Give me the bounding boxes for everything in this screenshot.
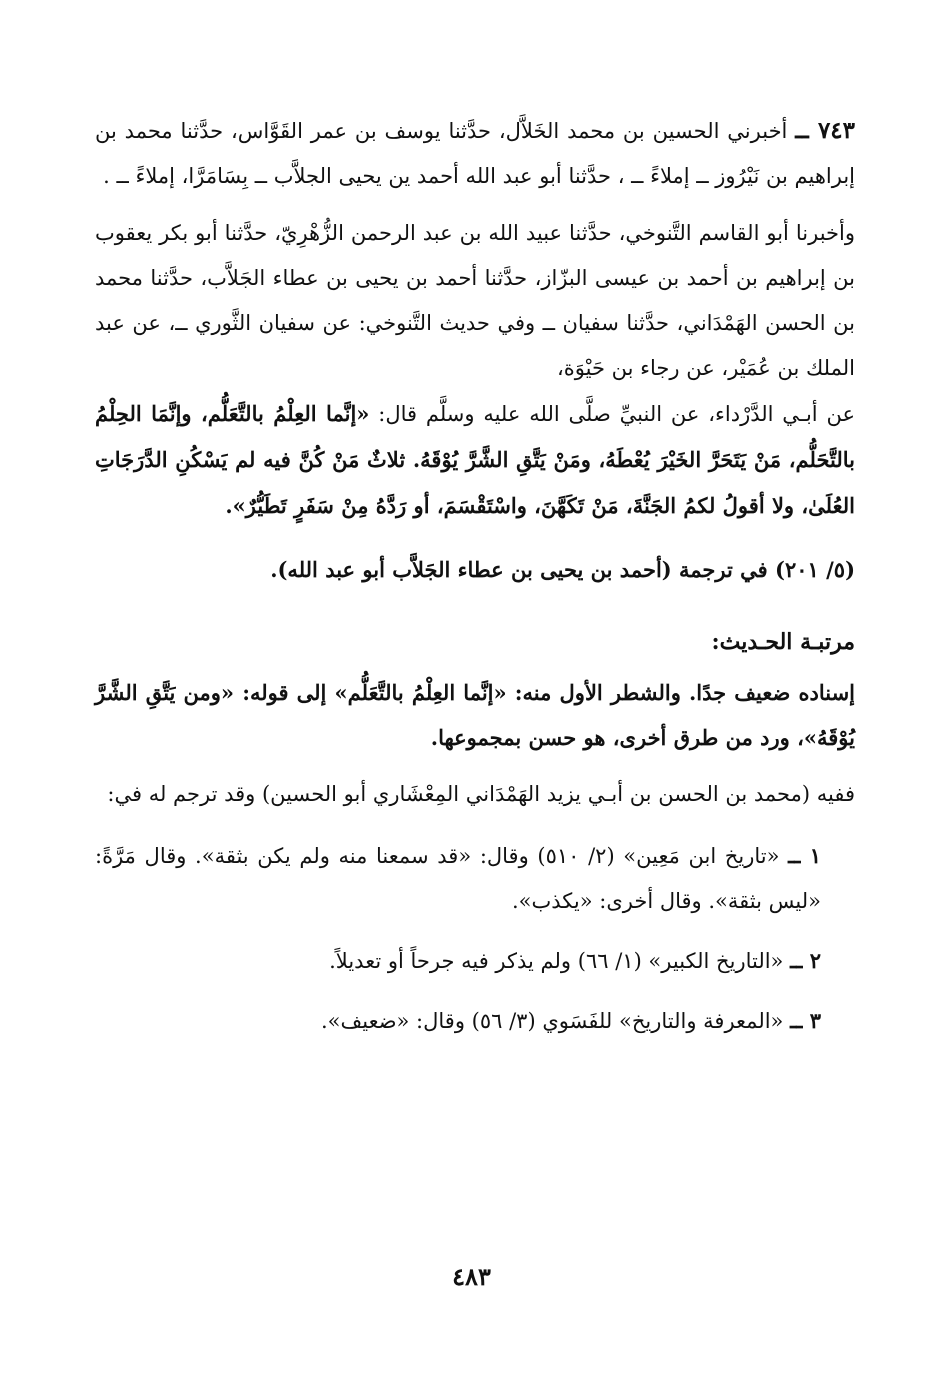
grading-heading: مرتبـة الحـديث: (711, 629, 855, 655)
source-number: ٣ ــ (790, 1008, 821, 1033)
source-text: «تاريخ ابن مَعِين» (٢/ ٥١٠) وقال: «قد سمعنا منه ولم يكن بثقة». وقال مَرَّةً: «ليس بثقة». وقال أخرى: «يكذب». (95, 844, 821, 913)
hadith-isnad-2: وأخبرنا أبو القاسم التَّنوخي، حدَّثنا عبيد الله بن عبد الرحمن الزُّهْرِيّ، حدَّثنا أبو بكر يعقوب بن إبراهيم بن أحمد بن عيسى البزّاز، حدَّثنا أحمد بن يحيى بن عطاء الجَلاَّب، حدَّثنا محمد بن الحسن الهَمْدَاني، حدَّثنا سفيان ــ وفي حديث التَّنوخي: عن سفيان الثَّوري ــ، عن عبد الملك بن عُمَيْر، عن رجاء بن حَيْوَة، (95, 221, 855, 380)
source-item-3 (95, 998, 855, 1044)
matn-text: «إنَّما العِلْمُ بالتَّعَلُّم، وإنَّمَا الحِلْمُ بالتَّحَلُّم، مَنْ يَتَحَرَّ الخَيْرَ يُعْطَهُ، ومَنْ يَتَّقِ الشَّرَّ يُوْقَهُ. ثلاثٌ مَنْ كُنَّ فيه لم يَسْكُنِ الدَّرَجَاتِ العُلَىٰ، ولا أقولُ لكمُ الجَنَّةَ، مَنْ تَكَهَّنَ، واسْتَقْسَمَ، أو رَدَّهُ مِنْ سَفَرٍ تَطَيُّرٌ». (95, 401, 855, 518)
source-number: ١ ــ (788, 843, 821, 868)
source-number: ٢ ــ (790, 948, 821, 973)
isnad-text-1: أخبرني الحسين بن محمد الخَلاَّل، حدَّثنا يوسف بن عمر القَوَّاس، حدَّثنا محمد بن إبراهيم بن نَيْرُوز ــ إملاءً ــ ، حدَّثنا أبو عبد الله أحمد ين يحيى الجلاَّب ــ بِسَامَرَّا، إملاءً ــ . (95, 119, 855, 188)
hadith-isnad-1 (95, 108, 855, 199)
page-body (95, 108, 855, 1044)
hadith-number: ٧٤٣ ــ (795, 117, 855, 144)
page-number: ٤٨٣ (452, 1262, 491, 1291)
source-item-2 (95, 938, 855, 984)
source-item-1 (95, 833, 855, 924)
grading-verdict: إسناده ضعيف جدًا. والشطر الأول منه: «إنَّما العِلْمُ بالتَّعَلُّم» إلى قوله: «ومن يَتَّقِ الشَّرَّ يُوْقَهُ»، ورد من طرق أخرى، هو حسن بمجموعها. (95, 680, 855, 750)
source-text: «التاريخ الكبير» (١/ ٦٦) ولم يذكر فيه جرحاً أو تعديلاً. (329, 949, 784, 973)
hadith-matn (95, 391, 855, 529)
matn-intro: عن أبـي الدَّرْداء، عن النبيِّ صلَّى الله عليه وسلَّم قال: (369, 402, 855, 426)
hadith-reference: (٥/ ٢٠١) في ترجمة (أحمد بن يحيى بن عطاء الجَلاَّب أبو عبد الله). (270, 557, 855, 582)
source-text: «المعرفة والتاريخ» للفَسَوي (٣/ ٥٦) وقال: «ضعيف». (320, 1009, 784, 1033)
narrator-note: ففيه (محمد بن الحسن بن أبـي يزيد الهَمْدَاني المِعْشَاري أبو الحسين) وقد ترجم له في: (107, 782, 855, 806)
